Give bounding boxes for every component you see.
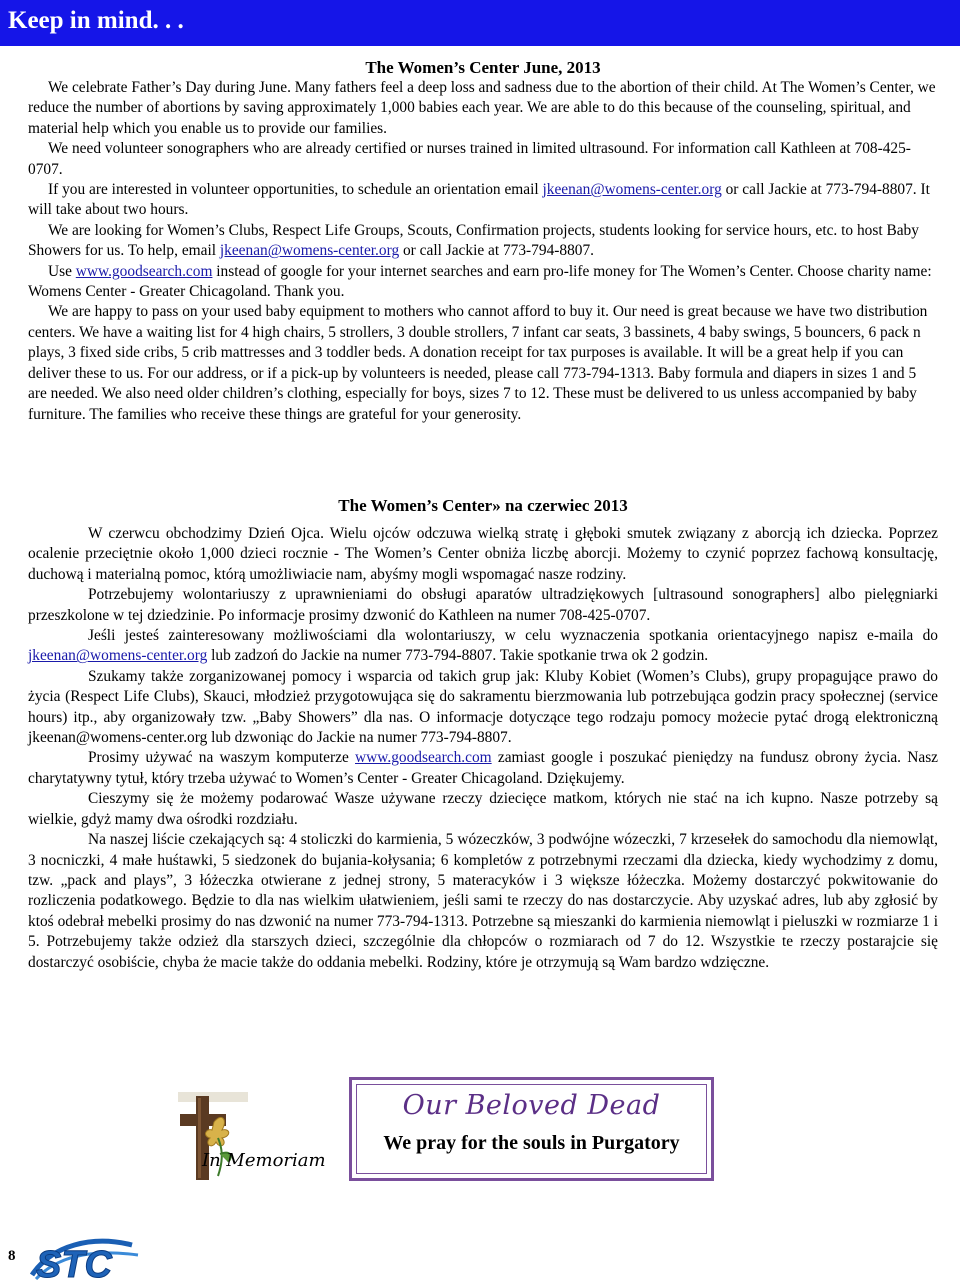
text-segment: lub zadzoń do Jackie na numer 773-794-8807. Takie spotkanie trwa ok 2 godzin. [207,647,709,665]
header-bar [0,0,960,46]
memorial-subtitle: We pray for the souls in Purgatory [383,1132,680,1154]
logo-letters: STC [36,1244,112,1280]
polish-paragraph-6: Cieszymy się że możemy podarować Wasze używane rzeczy dziecięce matkom, których nie stać na ich kupno. Nasze potrzeby są wielkie, gdyż mamy dwa ośrodki rozdziału. [28,790,938,828]
in-memoriam-image [178,1092,326,1180]
goodsearch-link[interactable]: www.goodsearch.com [355,749,492,767]
english-paragraph-fathers-day: We celebrate Father’s Day during June. Many fathers feel a deep loss and sadness due to the abortion of their child. At The Women’s Center, we reduce the number of abortions by saving approximately 1,000 babies each year. We are able to do this because of the counseling, spiritual, and material help which you enable us to provide our families. [28,79,936,137]
text-segment: Prosimy używać na waszym komputerze [88,749,356,767]
english-paragraph-sonographers: We need volunteer sonographers who are already certified or nurses trained in limited ultrasound. For information call Kathleen at 708-425-0707. [28,140,911,178]
in-memoriam-caption: In Memoriam [202,1150,326,1171]
text-segment: zamiast google i poszukać pieniędzy na fundusz obrony życia. Nasz charytatywny tytuł, który trzeba używać to Women’s Center - Greater Chicagoland. Dziękujemy. [28,749,939,787]
polish-paragraph-2: Potrzebujemy wolontariuszy z uprawnieniami do obsługi aparatów ultradziękowych [ultrasound sonographers] albo pielęgniarki przeszkolone w tej dziedzinie. Po informacje prosimy dzwonić do Kathleen na numer 708-425-0707. [28,586,938,624]
email-link[interactable]: jkeenan@womens-center.org [28,647,208,665]
polish-paragraph-5 [28,748,938,789]
english-paragraph-goodsearch [28,262,938,303]
text-segment: If you are interested in volunteer opportunities, to schedule an orientation email [48,181,543,199]
polish-section [28,496,938,973]
text-segment: Use [48,262,76,280]
page-number: 8 [8,1248,16,1264]
english-paragraph-baby-equipment: We are happy to pass on your used baby equipment to mothers who cannot afford to buy it. Our need is great because we have two distribution centers. We have a waiting list for 4 high chairs, 5 strollers, 3 double strollers, 7 infant car seats, 3 bassinets, 4 baby swings, 5 bouncers, 6 pack n plays, 3 fixed side cribs, 5 crib mattresses and 3 toddler beds. A donation receipt for tax purposes is available. It will be a great help if you can deliver these to us. For our address, or if a pick-up by volunteers is needed, please call 773-794-1313. Baby formula and diapers in sizes 1 and 5 are needed. We also need older children’s clothing, especially for boys, sizes 7 to 12. These must be delivered to us unless accompanied by baby furniture. The families who receive these things are grateful for your generosity. [28,303,928,423]
polish-paragraph-4: Szukamy także zorganizowanej pomocy i wsparcia od takich grup jak: Kluby Kobiet (Women’s Clubs), grupy propagujące prawo do życia (Respect Life Clubs), Skauci, młodzież przygotowująca się do sakramentu bierzmowania lub potrzebująca godzin pracy społecznej (service hours) itp., aby organizowały tzw. „Baby Showers” dla nas. O informacje dotyczące tego rodzaju pomocy możecie pytać drogą elektroniczną jkeenan@womens-center.org lub dzwoniąc do Jackie na numer 773-794-8807. [28,667,938,747]
memorial-title: Our Beloved Dead [402,1090,661,1121]
email-link[interactable]: jkeenan@womens-center.org [219,242,400,260]
text-segment: Jeśli jesteś zainteresowany możliwościami dla wolontariuszy, w celu wyznaczenia spotkania orientacyjnego napisz e-maila do [88,627,938,645]
english-paragraph-volunteer [28,180,938,221]
polish-paragraph-1: W czerwcu obchodzimy Dzień Ojca. Wielu ojców odczuwa wielką stratę i głęboki smutek związany z aborcją ich dziecka. Poprzez ocalenie przeciętnie około 1,000 dzieci rocznie - The Women’s Center obniża liczbę aborcji. Możemy to czynić poprzez fachową konsultację, duchową i materialną pomoc, którą umożliwiacie nam, abyśmy mogli wspomagać nasze rodziny. [28,525,938,583]
english-section [28,58,938,425]
polish-paragraph-3 [28,626,938,667]
english-paragraph-baby-showers [28,221,938,262]
text-segment: or call Jackie at 773-794-8807. It will take about two hours. [28,181,930,219]
text-segment: instead of google for your internet searches and earn pro-life money for The Women’s Center. Choose charity name: Womens Center - Greater Chicagoland. Thank you. [28,262,932,301]
goodsearch-link[interactable]: www.goodsearch.com [75,262,213,280]
polish-paragraph-7: Na naszej liście czekających są: 4 stoliczki do karmienia, 5 wózeczków, 3 podwójne wózeczki, 7 krzesełek do samochodu dla niemowląt, 3 nocniczki, 4 małe huśtawki, 5 siedzonek do bujania-kołysania; 6 kompletów z potrzebnymi rzeczami dla dziecka, kiedy wychodzimy z domu, tzw. „pack and plays”, 3 łóżeczka otwierane z jednej strony, 5 materacyków i 3 większe łóżeczka. Możemy dostarczyć pokwitowanie do rozliczenia podatkowego. Będzie to dla nas wielkim ułatwieniem, jeśli sami te rzeczy do nas dostarczycie. Aby uzyskać adres, lub aby zgłosić by ktoś odebrał mebelki prosimy do nas dzwonić na numer 773-794-1313. Potrzebne są mieszanki do karmienia niemowląt i pieluszki w rozmiarze 1 i 5. Potrzebujemy także odzież dla starszych dzieci, szczególnie dla chłopców o rozmiarach od 7 do 12. Wszystkie te rzeczy postarajcie się dostarczyć osobiście, chyba że macie także do oddania mebelki. Rodziny, które je otrzymują są Wam bardzo wdzięczne. [28,831,938,971]
text-segment: We are looking for Women’s Clubs, Respect Life Groups, Scouts, Confirmation projects, students looking for service hours, etc. to host Baby Showers for us. To help, email [28,221,919,260]
text-segment: or call Jackie at 773-794-8807. [399,242,595,260]
polish-title: The Women’s Center» na czerwiec 2013 [338,496,628,515]
stc-logo-icon [22,1225,142,1280]
memorial-card [349,1077,714,1181]
header-title: Keep in mind. . . [8,7,184,34]
english-title: The Women’s Center June, 2013 [365,58,601,77]
email-link[interactable]: jkeenan@womens-center.org [542,181,722,199]
